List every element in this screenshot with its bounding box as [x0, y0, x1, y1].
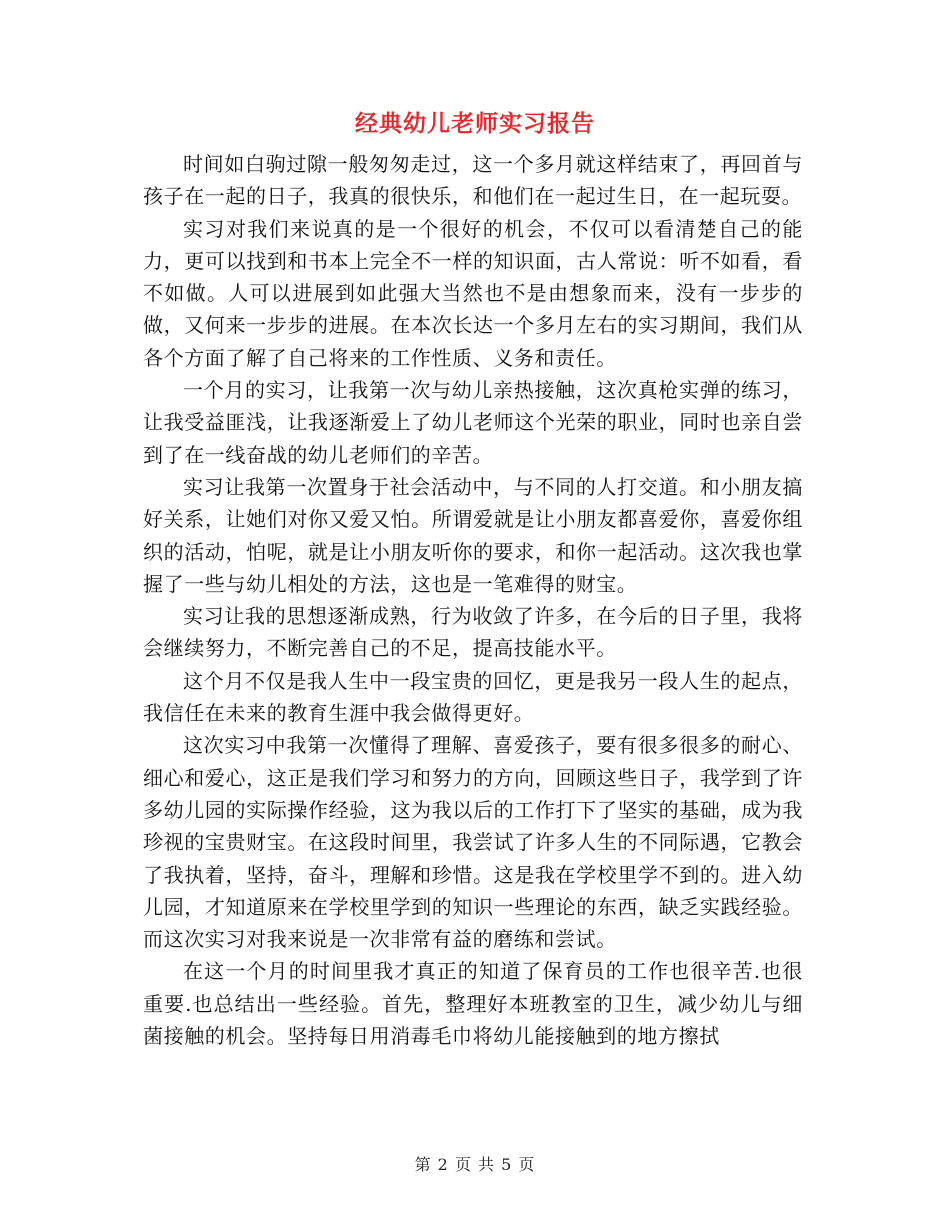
document-title: 经典幼儿老师实习报告 — [355, 110, 595, 137]
paragraph: 这次实习中我第一次懂得了理解、喜爱孩子，要有很多很多的耐心、细心和爱心，这正是我们学习和努力的方向，回顾这些日子，我学到了许多幼儿园的实际操作经验，这为我以后的工作打下了坚实的基础，成为我珍视的宝贵财宝。在这段时间里，我尝试了许多人生的不同际遇，它教会了我执着，坚持，奋斗，理解和珍惜。这是我在学校里学不到的。进入幼儿园，才知道原来在学校里学到的知识一些理论的东西，缺乏实践经验。而这次实习对我来说是一次非常有益的磨练和尝试。 — [143, 733, 803, 952]
paragraph: 时间如白驹过隙一般匆匆走过，这一个多月就这样结束了，再回首与孩子在一起的日子，我真的很快乐，和他们在一起过生日，在一起玩耍。 — [143, 152, 803, 209]
paragraph: 这个月不仅是我人生中一段宝贵的回忆，更是我另一段人生的起点，我信任在未来的教育生涯中我会做得更好。 — [143, 668, 803, 726]
page-number-footer: 第 2 页 共 5 页 — [414, 1155, 536, 1174]
paragraph: 在这一个月的时间里我才真正的知道了保育员的工作也很辛苦.也很重要.也总结出一些经验。首先，整理好本班教室的卫生，减少幼儿与细菌接触的机会。坚持每日用消毒毛巾将幼儿能接触到的地方擦拭 — [143, 959, 803, 1049]
paragraph: 实习让我的思想逐渐成熟，行为收敛了许多，在今后的日子里，我将会继续努力，不断完善自己的不足，提高技能水平。 — [143, 604, 803, 661]
paragraph: 实习对我们来说真的是一个很好的机会，不仅可以看清楚自己的能力，更可以找到和书本上完全不一样的知识面，古人常说：听不如看，看不如做。人可以进展到如此强大当然也不是由想象而来，没有一步步的做，又何来一步步的进展。在本次长达一个多月左右的实习期间，我们从各个方面了解了自己将来的工作性质、义务和责任。 — [143, 216, 803, 370]
document-body — [143, 148, 803, 1052]
paragraph: 实习让我第一次置身于社会活动中，与不同的人打交道。和小朋友搞好关系，让她们对你又爱又怕。所谓爱就是让小朋友都喜爱你，喜爱你组织的活动，怕呢，就是让小朋友听你的要求，和你一起活动。这次我也掌握了一些与幼儿相处的方法，这也是一笔难得的财宝。 — [143, 474, 803, 596]
paragraph: 一个月的实习，让我第一次与幼儿亲热接触，这次真枪实弹的练习，让我受益匪浅，让我逐渐爱上了幼儿老师这个光荣的职业，同时也亲自尝到了在一线奋战的幼儿老师们的辛苦。 — [143, 378, 803, 467]
